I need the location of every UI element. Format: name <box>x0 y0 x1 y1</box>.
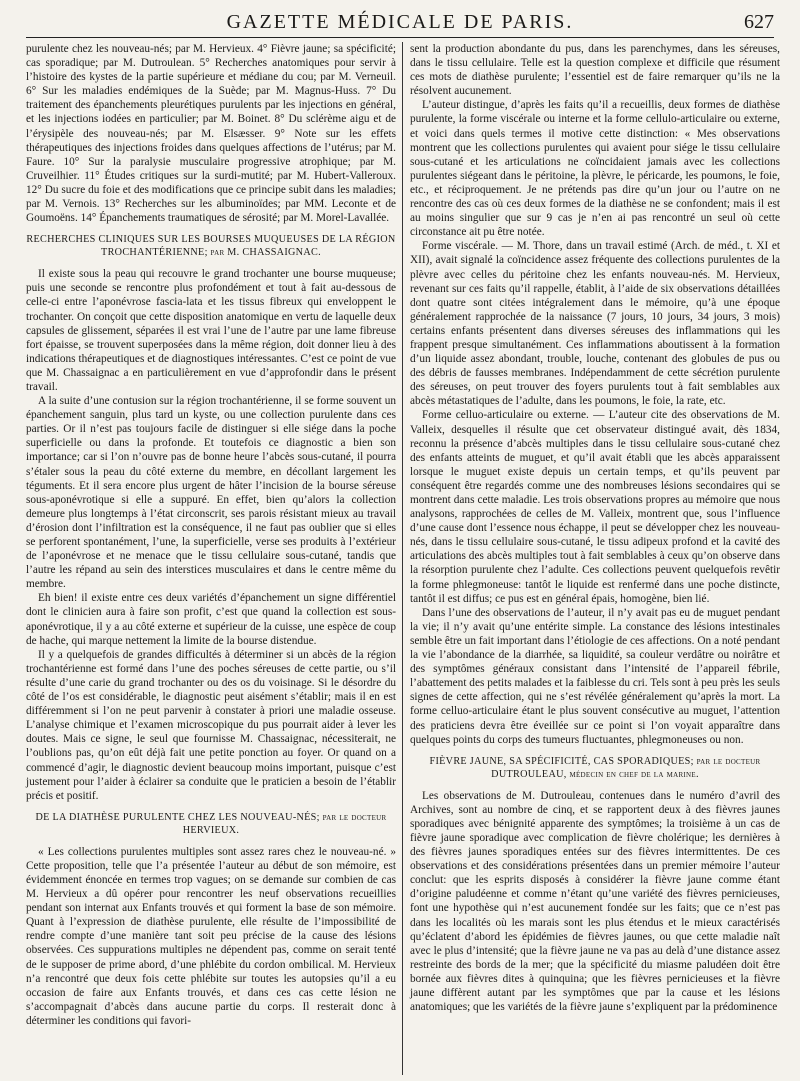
paragraph: Les observations de M. Dutrouleau, contenues dans le numéro d’avril des Archives, sont au nombre de cinq, et se rapportent deux à des fièvres jaunes sporadiques avec bénignité apparente des symptômes; la troisième à un cas de fièvre jaune sporadique avec complication de fièvre cholérique; les dernières à des fièvres jaunes sporadiques entées sur des fièvres intermittentes. De ces observations et des considérations présentées dans un premier mémoire l’auteur conclut: que les esprits disposés à considérer la fièvre jaune comme étant d’origine paludéenne et comme n’étant qu’une variété des fièvres pernicieuses, font une hypothèse qui n’est aucunement fondée sur les faits; que ce n’est pas dans les localités où les marais sont les plus étendus et le mieux caractérisés qu’éclatent d’abord les épidémies de fièvres jaunes, ou que cette maladie naît avec le plus d’intensité; que la fièvre jaune ne va pas au delà d’une distance assez restreinte des bords de la mer; que la spécificité du miasme paludéen doit être bornée aux fièvres dites à quinquina; que les fièvres pernicieuses et la fièvre jaune diffèrent autant par les symptômes que par la cause et les lésions anatomiques; que les variétés de la fièvre jaune s’expliquent par la prédominence <box>410 789 780 1014</box>
section-heading-trochanterian: RECHERCHES CLINIQUES SUR LES BOURSES MUQUEUSES DE LA RÉGION TROCHANTÉRIENNE; par M. CHASSAIGNAC. <box>26 234 396 259</box>
paragraph: « Les collections purulentes multiples sont assez rares chez le nouveau-né. » Cette proposition, telle que l’a présentée l’auteur au début de son mémoire, est évidemment énoncée en termes trop vagues; on se demande sur combien de cas M. Hervieux a dû opérer pour rencontrer les neuf observations recueillies pendant son internat aux Enfants trouvés et qui forment la base de son mémoire. Quant à l’expression de diathèse purulente, elle résulte de l’impossibilité de rendre compte d’une manière tant soit peu précise de la cause des lésions observées. Ces suppurations multiples ne dépendent pas, comme on serait tenté de le supposer de prime abord, d’une phlébite du cordon ombilical. M. Hervieux n’a rencontré que deux fois cette phlébite sur toutes les autopsies qu’il a eu occasion de faire aux Enfants trouvés, et dans ces cas cette lésion ne s’accompagnait d’abcès dans aucune partie du corps. Il resterait donc à déterminer les conditions qui favori- <box>26 845 396 1027</box>
section-heading-diathesis: DE LA DIATHÈSE PURULENTE CHEZ LES NOUVEAU-NÉS; par le docteur HERVIEUX. <box>35 811 387 836</box>
newspaper-title: GAZETTE MÉDICALE DE PARIS. <box>226 11 574 33</box>
intro-paragraph: purulente chez les nouveau-nés; par M. Hervieux. 4° Fièvre jaune; sa spécificité; cas sporadique; par M. Dutroulean. 5° Recherches anatomiques pour servir à l’histoire des kystes de la partie supérieure et médiane du cou; par M. Verneuil. 6° Sur les maladies endémiques de la Suède; par M. Magnus-Huss. 7° Du traitement des épanchements pleurétiques purulents par les injections en général, et les injections iodées en particulier; par M. Boinet. 8° Du sclérème aigu et de l’érysipèle des nouveau-nés; par M. Elsæsser. 9° Note sur les effets thérapeutiques des injections froides dans quelques affections de l’utérus; par M. Faure. 10° Sur la paralysie musculaire progressive atrophique; par M. Cruveilhier. 11° Études critiques sur la surdi-mutité; par M. Hubert-Valleroux. 12° Du sucre du foie et des modifications que ce principe subit dans les maladies; par M. Vernois. 13° Recherches sur les albuminoïdes; par MM. Leconte et de Goumoëns. 14° Épanchements traumatiques de sérosité; par M. Morel-Lavallée. <box>26 43 396 225</box>
right-column <box>410 42 780 1014</box>
column-divider <box>402 42 403 1075</box>
paragraph: Forme celluo-articulaire ou externe. — L’auteur cite des observations de M. Valleix, desquelles il résulte que cet observateur distingué avait, dès 1834, reconnu la présence d’abcès multiples dans le tissu cellulaire sous-cutané chez des enfants atteints de muguet, et qu’il avait établi que les abcès apparaissent lorsque le muguet existe depuis un certain temps, et qu’ils peuvent par conséquent être regardés comme une des nombreuses lésions secondaires qui se montrent dans cette maladie. Les trois observations propres au mémoire que nous analysons, rapprochées de celles de M. Valleix, montrent que, sous l’influence d’une cause dont l’essence nous échappe, il peut se développer chez les nouveau-nés, dans le tissu cellulaire sous-cutané, le tissu adipeux profond et la cavité des articulations des abcès multiples tout à fait semblables à ceux qu’on observe dans la résorption purulente chez l’adulte. Ces collections peuvent quelquefois revêtir la forme phlegmoneuse: tantôt le liquide est renfermé dans une poche distincte, tantôt il est diffus; ce pus est en général épais, homogène, bien lié. <box>410 409 780 605</box>
paragraph: sent la production abondante du pus, dans les parenchymes, dans les séreuses, dans le tissu cellulaire. Telle est la question complexe et difficile que résument ces mots de diathèse purulente; l’essentiel est de faire remarquer qu’ils ne la résolvent aucunement. <box>410 43 780 98</box>
section-heading-yellow-fever: FIÈVRE JAUNE, SA SPÉCIFICITÉ, CAS SPORADIQUES; par le docteur DUTROULEAU, médecin en chef de la marine. <box>429 755 761 780</box>
paragraph: Eh bien! il existe entre ces deux variétés d’épanchement un signe différentiel dont le clinicien aura à faire son profit, c’est que quand la collection est sous-aponévrotique, il y a au côté externe et supérieur de la cuisse, une espèce de coup de hache, qui marque nettement la limite de la bourse distendue. <box>26 592 396 647</box>
paragraph: Dans l’une des observations de l’auteur, il n’y avait pas eu de muguet pendant la vie; il n’y avait qu’une entérite simple. La constance des lésions intestinales semble être un fait important dans l’étiologie de ces affections. On a noté pendant la vie l’abondance de la diarrhée, sa liquidité, sa couleur verdâtre ou noirâtre et des symptômes généraux consistant dans l’intensité de l’appareil fébrile, l’abattement des petits malades et la faiblesse du cri. Tels sont à peu près les seuls signes de cette affection, qui ne s’est révélée généralement qu’après la mort. La forme celluo-articulaire étant le plus souvent consécutive au muguet, l’attention des praticiens devra être éveillée sur ce point si l’on voyait apparaître dans quelques points du corps des tumeurs fluctuantes, phlegmoneuses ou non. <box>410 606 780 746</box>
left-column <box>26 42 396 1028</box>
paragraph: L’auteur distingue, d’après les faits qu’il a recueillis, deux formes de diathèse purulente, la forme viscérale ou interne et la forme cellulo-articulaire ou externe, et voici dans quels termes il motive cette distinction: « Mes observations montrent que les collections purulentes qui avaient pour siége le tissu cellulaire sous-cutané et les articulations ne coïncidaient jamais avec les collections purulentes siégeant dans le péritoine, la plèvre, le péricarde, les poumons, le foie, etc., et réciproquement. Je ne prétends pas dire qu’un jour ou l’autre on ne rencontre des cas où ces deux formes de la diathèse ne se confondent; mais il est au moins singulier que sur 9 cas je n’en ai pas rencontré un seul où cette circonstance ait pu être notée. <box>410 99 780 239</box>
paragraph: Il y a quelquefois de grandes difficultés à déterminer si un abcès de la région trochantérienne est formé dans l’une des poches séreuses de cette partie, ou s’il résulte d’une carie du grand trochanter ou des os du voisinage. Si le désordre du côté de l’os est considérable, le diagnostic peut aisément s’établir; mais il en est différemment si l’on ne peut parvenir à constater à priori une maladie osseuse. L’analyse chimique et l’examen microscopique du pus pourrait aider à lever les doutes. Mais ce signe, le seul que fournisse M. Chassaignac, nécessiterait, ne l’oublions pas, qu’on eût déjà fait une petite ponction au foyer. Or quand on a commencé d’agir, le diagnostic devient beaucoup moins important, puisque c’est justement pour l’aider à éclairer sa conduite que le praticien a besoin de l’établir précis et positif. <box>26 648 396 802</box>
paragraph: Il existe sous la peau qui recouvre le grand trochanter une bourse muqueuse; puis une seconde se rencontre plus profondément et tout à fait au-dessous de celle-ci entre l’aponévrose fascia-lata et les tissus fibreux qui enveloppent le trochanter. On conçoit que cette disposition anatomique en vertu de laquelle deux capsules de glissement, séparées il est vrai l’une de l’autre par une lame fibreuse fort épaisse, se trouvent superposées dans la même région, doit donner lieu à des indications thérapeutiques et de diagnostiques intéressantes. C’est ce point de vue que M. Chassaignac a en particulièrement en vue d’approfondir dans le présent travail. <box>26 268 396 393</box>
page-header <box>26 8 774 36</box>
paragraph: Forme viscérale. — M. Thore, dans un travail estimé (Arch. de méd., t. XI et XII), avait signalé la coïncidence assez fréquente des collections purulentes de la plèvre avec celles du péritoine chez les enfants nouveau-nés. M. Hervieux, revenant sur ces faits qu’il rappelle, établit, à l’aide de six observations détaillées dont quatre sont citées intégralement dans le mémoire, qu’à une époque généralement rapprochée de la naissance (7 jours, 10 jours, 34 jours, 3 mois) certains enfants présentent dans diverses séreuses des inflammations qui les frappent presque simultanément. Ces inflammations aboutissent à la formation d’un liquide assez abondant, trouble, louche, contenant des globules de pus ou des débris de fausses membranes. Indépendamment de cette sécrétion purulente des séreuses, on peut trouver des foyers purulents tout à fait semblables aux abcès métastatiques de l’adulte, dans les poumons, le foie, la rate, etc. <box>410 240 780 408</box>
header-rule <box>26 37 774 38</box>
paragraph: A la suite d’une contusion sur la région trochantérienne, il se forme souvent un épanchement sanguin, plus tard un kyste, ou une collection purulente dans ces parties. Or il n’est pas toujours facile de distinguer si elle siége dans la poche superficielle ou dans la profonde. Et toutefois ce diagnostic a bien son importance; car si l’on n’ouvre pas de bonne heure l’abcès sous-cutané, il pourra s’étaler sous la peau du côté externe du membre, en décollant largement les téguments. Et il sera encore plus urgent de hâter l’incision de la bourse séreuse sous-aponévrotique si elle a suppuré. En effet, bien qu’alors la collection demeure plus longtemps à l’état circonscrit, ses parois résistant mieux au travail d’érosion dont l’infiltration est la conséquence, il ne faut pas oublier que si elles se perforent spontanément, l’une, la superficielle, verse ses produits à l’extérieur de l’aponévrose et ne menace que le tissu cellulaire sous-cutané, tandis que l’autre les répand au sein des interstices musculaires et dans le centre même du membre. <box>26 395 396 591</box>
page-number: 627 <box>744 11 774 33</box>
